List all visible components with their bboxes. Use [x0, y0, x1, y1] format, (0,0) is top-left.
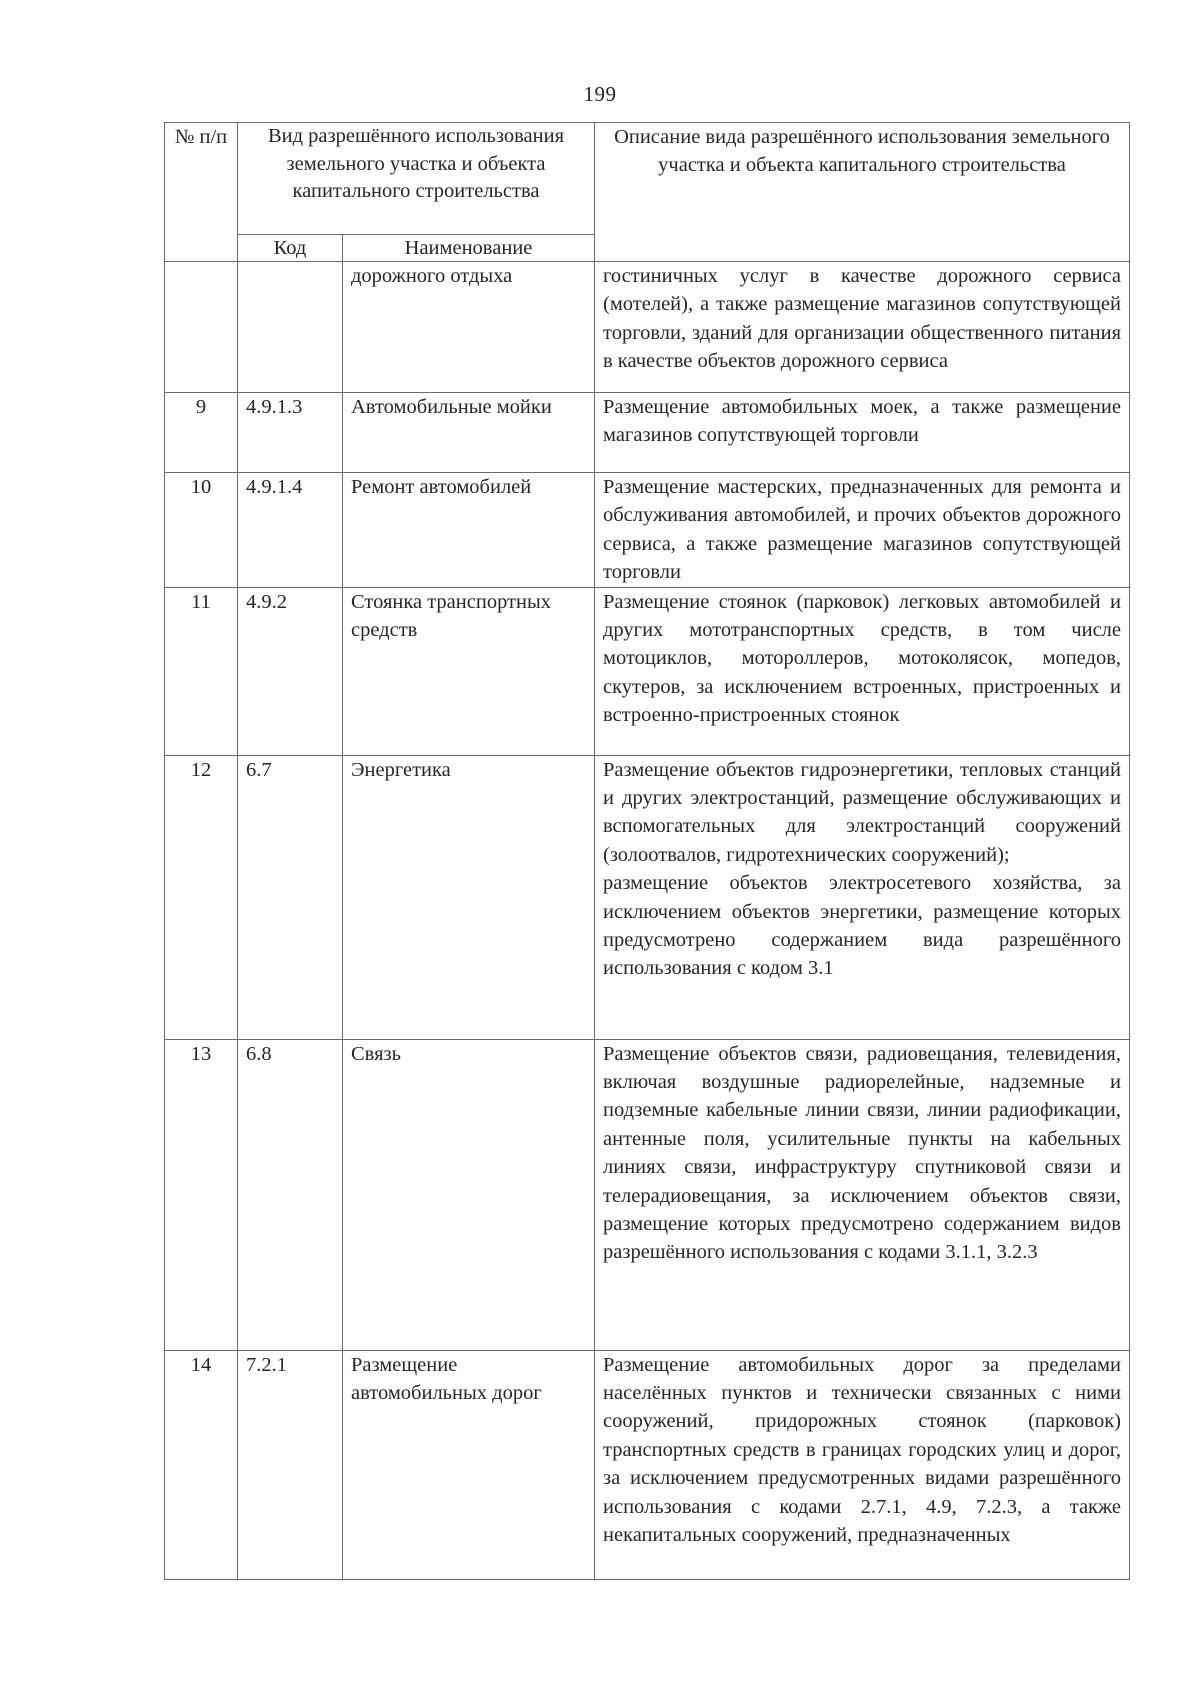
header-group-cell	[238, 123, 595, 235]
row-description: Размещение стоянок (парковок) легковых автомобилей и других мототранспортных средств, в том числе мотоциклов, мотороллеров, мотоколясок, мопедов, скутеров, за исключением встроенных, пристроенных и встроенно-пристроенных стоянок	[595, 587, 1130, 755]
row-name: Связь	[343, 1039, 595, 1350]
row-description-part-1: Размещение объектов гидроэнергетики, тепловых станций и других электростанций, размещение обслуживающих и вспомогательных для электростанций сооружений (золоотвалов, гидротехнических сооружений);	[603, 758, 1121, 866]
row-code: 6.8	[238, 1039, 343, 1350]
header-number-cell	[165, 123, 238, 262]
row-description: Размещение мастерских, предназначенных для ремонта и обслуживания автомобилей, и прочих объектов дорожного сервиса, а также размещение магазинов сопутствующей торговли	[595, 473, 1130, 588]
row-description: Размещение автомобильных моек, а также размещение магазинов сопутствующей торговли	[595, 393, 1130, 473]
row-code: 4.9.1.3	[238, 393, 343, 473]
table-row	[165, 1350, 1130, 1579]
row-description: гостиничных услуг в качестве дорожного сервиса (мотелей), а также размещение магазинов сопутствующей торговли, зданий для организации общественного питания в качестве объектов дорожного сервиса	[595, 262, 1130, 393]
row-code: 6.7	[238, 755, 343, 1039]
row-number: 10	[165, 473, 238, 588]
table-header	[165, 123, 1130, 262]
row-number: 14	[165, 1350, 238, 1579]
row-description-part-2: размещение объектов электросетевого хозяйства, за исключением объектов энергетики, размещение которых предусмотрено содержанием вида разрешённого использования с кодом 3.1	[603, 872, 1121, 980]
table-row	[165, 262, 1130, 393]
page-number: 199	[583, 82, 617, 106]
row-name: Стоянка транспортных средств	[343, 587, 595, 755]
header-name-label: Наименование	[404, 237, 533, 259]
land-use-table	[164, 122, 1130, 1580]
row-code	[238, 262, 343, 393]
table-row	[165, 1039, 1130, 1350]
row-code: 4.9.2	[238, 587, 343, 755]
row-number: 12	[165, 755, 238, 1039]
header-code-cell	[238, 235, 343, 262]
table-row	[165, 755, 1130, 1039]
header-number-label: № п/п	[174, 126, 228, 148]
header-description-cell	[595, 123, 1130, 262]
row-name: дорожного отдыха	[343, 262, 595, 393]
row-name: Автомобильные мойки	[343, 393, 595, 473]
table-row	[165, 393, 1130, 473]
table-row	[165, 587, 1130, 755]
header-name-cell	[343, 235, 595, 262]
table-row	[165, 473, 1130, 588]
row-number: 9	[165, 393, 238, 473]
row-number	[165, 262, 238, 393]
row-code: 4.9.1.4	[238, 473, 343, 588]
table-body	[165, 262, 1130, 1580]
row-name: Размещение автомобильных дорог	[343, 1350, 595, 1579]
row-description	[595, 755, 1130, 1039]
row-description: Размещение объектов связи, радиовещания, телевидения, включая воздушные радиорелейные, надземные и подземные кабельные линии связи, линии радиофикации, антенные поля, усилительные пункты на кабельных линиях связи, инфраструктуру спутниковой связи и телерадиовещания, за исключением объектов связи, размещение которых предусмотрено содержанием видов разрешённого использования с кодами 3.1.1, 3.2.3	[595, 1039, 1130, 1350]
header-group-label: Вид разрешённого использования земельного участка и объекта капитального строительства	[267, 125, 565, 202]
row-name: Энергетика	[343, 755, 595, 1039]
header-description-label: Описание вида разрешённого использования земельного участка и объекта капитального строительства	[614, 126, 1110, 176]
row-number: 13	[165, 1039, 238, 1350]
row-code: 7.2.1	[238, 1350, 343, 1579]
row-number: 11	[165, 587, 238, 755]
header-code-label: Код	[273, 237, 307, 259]
row-name: Ремонт автомобилей	[343, 473, 595, 588]
row-description: Размещение автомобильных дорог за пределами населённых пунктов и технически связанных с ними сооружений, придорожных стоянок (парковок) транспортных средств в границах городских улиц и дорог, за исключением предусмотренных видами разрешённого использования с кодами 2.7.1, 4.9, 7.2.3, а также некапитальных сооружений, предназначенных	[595, 1350, 1130, 1579]
